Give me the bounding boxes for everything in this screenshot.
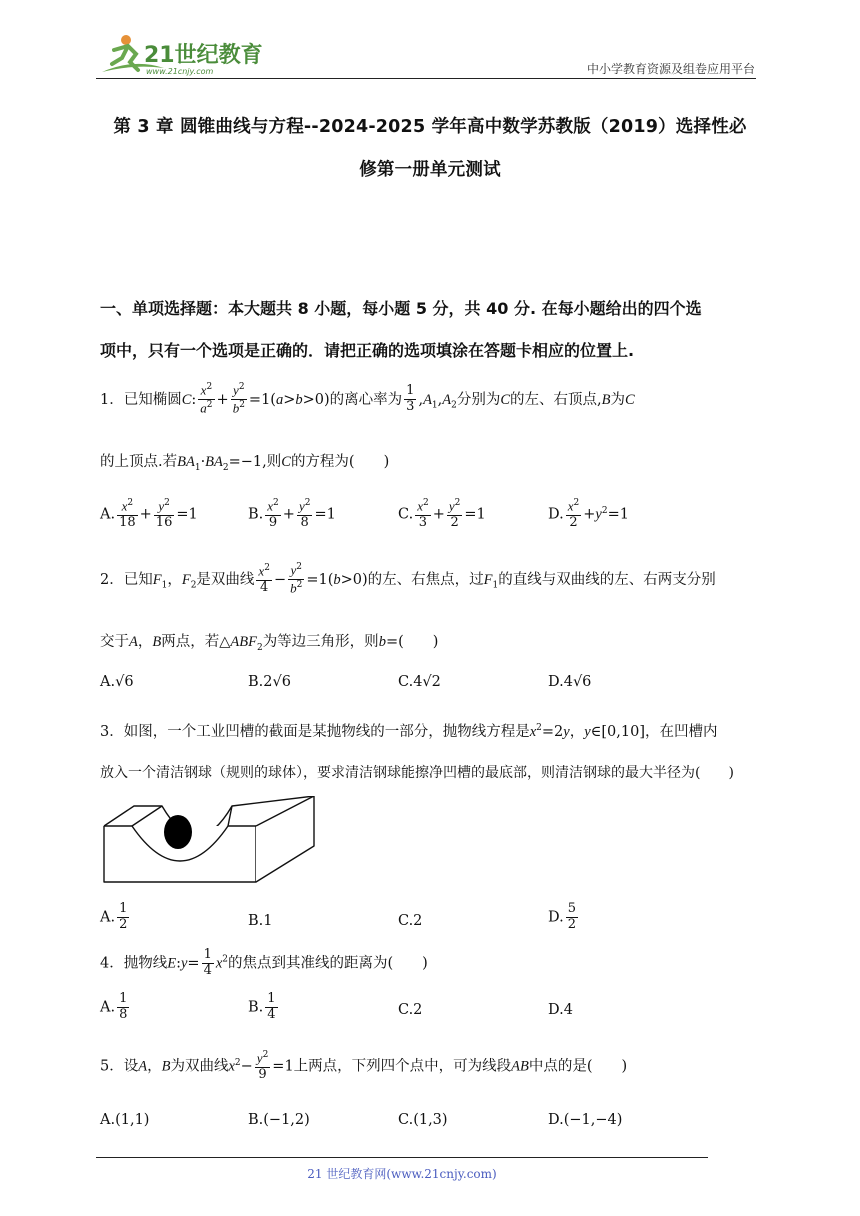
q4-option-c[interactable]: C.2 [398,1002,423,1018]
groove-figure [102,796,322,890]
q4-option-a[interactable]: A. $\frac{1}{8}$ [100,991,128,1022]
section-heading-line1: 一、单项选择题：本大题共 8 小题，每小题 5 分，共 40 分. 在每小题给出的四个选 [100,299,702,318]
q1-option-a[interactable]: A. $\frac{x^2}{18}$ + $\frac{y^2}{16}$ =1 [100,498,198,531]
section-heading-line2: 项中，只有一个选项是正确的．请把正确的选项填涂在答题卡相应的位置上. [100,341,635,360]
q2-option-a[interactable]: A.√6 [100,674,134,690]
q3-option-d[interactable]: D. $\frac{5}{2}$ [548,901,576,932]
q2-option-c[interactable]: C.4√2 [398,674,441,690]
site-logo [94,28,264,80]
q5-option-c[interactable]: C.(1,3) [398,1112,448,1128]
q1-option-c[interactable]: C. $\frac{x^2}{3}$ + $\frac{y^2}{2}$ =1 [398,498,486,531]
q3-option-c[interactable]: C.2 [398,913,423,929]
footer-divider [96,1157,708,1158]
q4-option-d[interactable]: D.4 [548,1002,573,1018]
header-divider [96,78,756,79]
doc-title-line1: 第 3 章 圆锥曲线与方程--2024-2025 学年高中数学苏教版（2019）选择性必 [113,117,747,137]
q2-option-d[interactable]: D.4√6 [548,674,592,690]
q3-option-b[interactable]: B.1 [248,913,273,929]
q1-option-b[interactable]: B. $\frac{x^2}{9}$ + $\frac{y^2}{8}$ =1 [248,498,336,531]
logo-url: www.21cnjy.com [146,67,214,76]
header-platform-text: 中小学教育资源及组卷应用平台 [586,62,755,76]
question-2-line2: 交于A，B两点，若$\triangle ABF_2$为等边三角形，则b=( ) [100,634,439,653]
question-1-line2: 的上顶点.若$BA_1\cdot BA_2=-1$,则C的方程为( ) [100,454,390,473]
question-2-line1: 2．已知$F_1$，$F_2$是双曲线 $\frac{x^2}{4}$ − $\frac{y^2}{b^2}$ =1(b>0)的左、右焦点，过$F_1$的直线与双曲线的左、右两支分别 [100,562,716,596]
logo-text: 21世纪教育 [144,43,263,68]
question-3-line1: 3．如图，一个工业凹槽的截面是某抛物线的一部分，抛物线方程是$x^2=2y$，y∈[0,10]，在凹槽内 [100,723,718,740]
q3-option-a[interactable]: A. $\frac{1}{2}$ [100,901,128,932]
q5-option-a[interactable]: A.(1,1) [100,1112,150,1128]
question-5-line1: 5．设A，B为双曲线$x^2-$ $\frac{y^2}{9}$ =1上两点，下列四个点中，可为线段AB中点的是( ) [100,1050,628,1083]
q5-option-b[interactable]: B.(−1,2) [248,1112,310,1128]
doc-title-line2: 修第一册单元测试 [359,160,501,180]
q1-option-d[interactable]: D. $\frac{x^2}{2}$ $+y^2=1$ [548,498,629,531]
q2-option-b[interactable]: B.2√6 [248,674,291,690]
question-1-line1: 1．已知椭圆C: $\frac{x^2}{a^2}$ + $\frac{y^2}{b^2}$ =1(a>b>0)的离心率为 $\frac{1}{3}$ $,A_1,A_2$分别为C的左、右顶点,B为C [100,382,635,416]
footer-link[interactable]: 21 世纪教育网(www.21cnjy.com) [307,1167,497,1181]
q4-option-b[interactable]: B. $\frac{1}{4}$ [248,991,276,1022]
q5-option-d[interactable]: D.(−1,−4) [548,1112,623,1128]
question-3-line2: 放入一个清洁钢球（规则的球体），要求清洁钢球能擦净凹槽的最底部，则清洁钢球的最大半径为( ) [100,765,734,781]
question-4-line1: 4．抛物线E:y= $\frac{1}{4}$ $x^2$的焦点到其准线的距离为( ) [100,947,428,978]
